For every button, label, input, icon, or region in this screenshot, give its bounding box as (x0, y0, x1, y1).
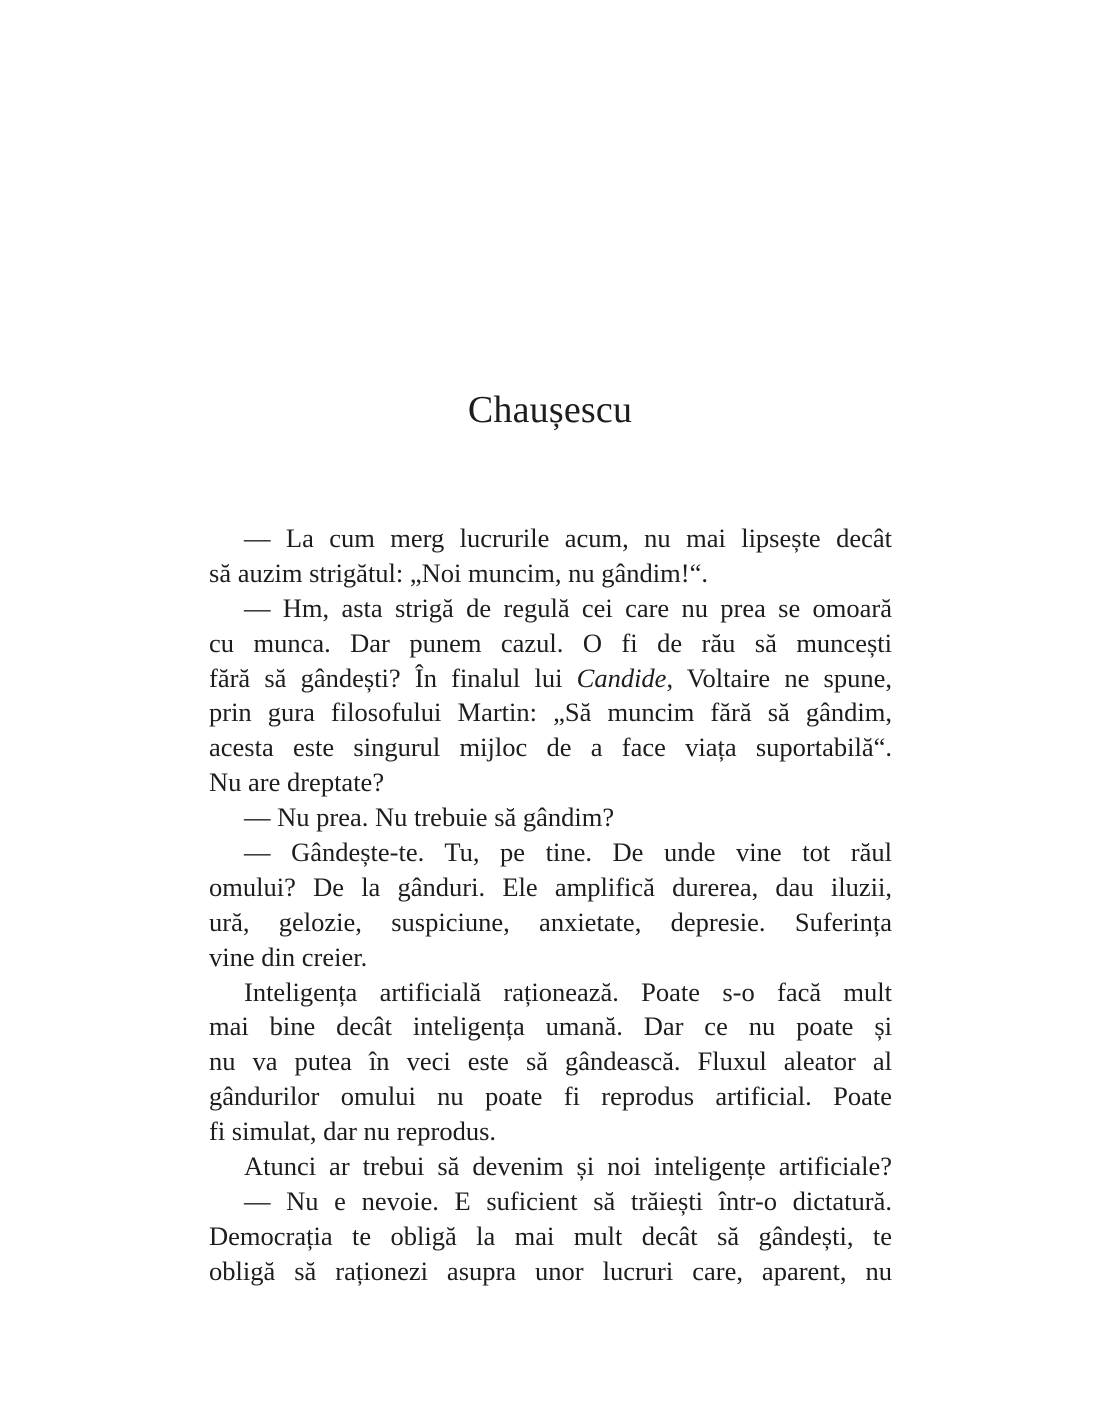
text-line: obligă să raționezi asupra unor lucruri care, aparent, nu (209, 1255, 892, 1286)
text-segment: fără să gândești? În finalul lui (209, 662, 577, 693)
book-title-italic: Candide (576, 662, 667, 693)
text-line: — Nu e nevoie. E suficient să trăiești într-o dictatură. (244, 1185, 892, 1216)
text-line: omului? De la gânduri. Ele amplifică durerea, dau iluzii, (209, 871, 892, 902)
text-line: Atunci ar trebui să devenim și noi inteligențe artificiale? (244, 1151, 892, 1182)
text-line: Nu are dreptate? (209, 767, 385, 798)
text-line: prin gura filosofului Martin: „Să muncim fără să gândim, (209, 697, 892, 728)
text-line: — Gândește-te. Tu, pe tine. De unde vine tot răul (244, 837, 892, 868)
text-line: Inteligența artificială raționează. Poate s-o facă mult (244, 976, 892, 1007)
text-line (209, 661, 892, 696)
text-line: — Hm, asta strigă de regulă cei care nu prea se omoară (244, 592, 892, 623)
text-line: cu munca. Dar punem cazul. O fi de rău să muncești (209, 627, 892, 658)
text-line: acesta este singurul mijloc de a face viața suportabilă“. (209, 732, 892, 763)
text-line: Democrația te obligă la mai mult decât să gândești, te (209, 1220, 892, 1251)
text-line: nu va putea în veci este să gândească. Fluxul aleator al (209, 1046, 892, 1077)
text-line: vine din creier. (209, 941, 368, 972)
text-segment: , Voltaire ne spune, (666, 662, 892, 693)
chapter-title: Chaușescu (467, 389, 633, 431)
text-line: — La cum merg lucrurile acum, nu mai lipsește decât (244, 523, 892, 553)
text-line: fi simulat, dar nu reprodus. (209, 1116, 497, 1147)
text-line: — Nu prea. Nu trebuie să gândim? (244, 802, 615, 833)
text-line: gândurilor omului nu poate fi reprodus artificial. Poate (209, 1081, 892, 1112)
text-line: ură, gelozie, suspiciune, anxietate, depresie. Suferința (209, 906, 892, 937)
chapter-body (209, 521, 892, 1289)
text-line: să auzim strigătul: „Noi muncim, nu gândim!“. (209, 557, 708, 588)
text-line: mai bine decât inteligența umană. Dar ce nu poate și (209, 1011, 892, 1042)
